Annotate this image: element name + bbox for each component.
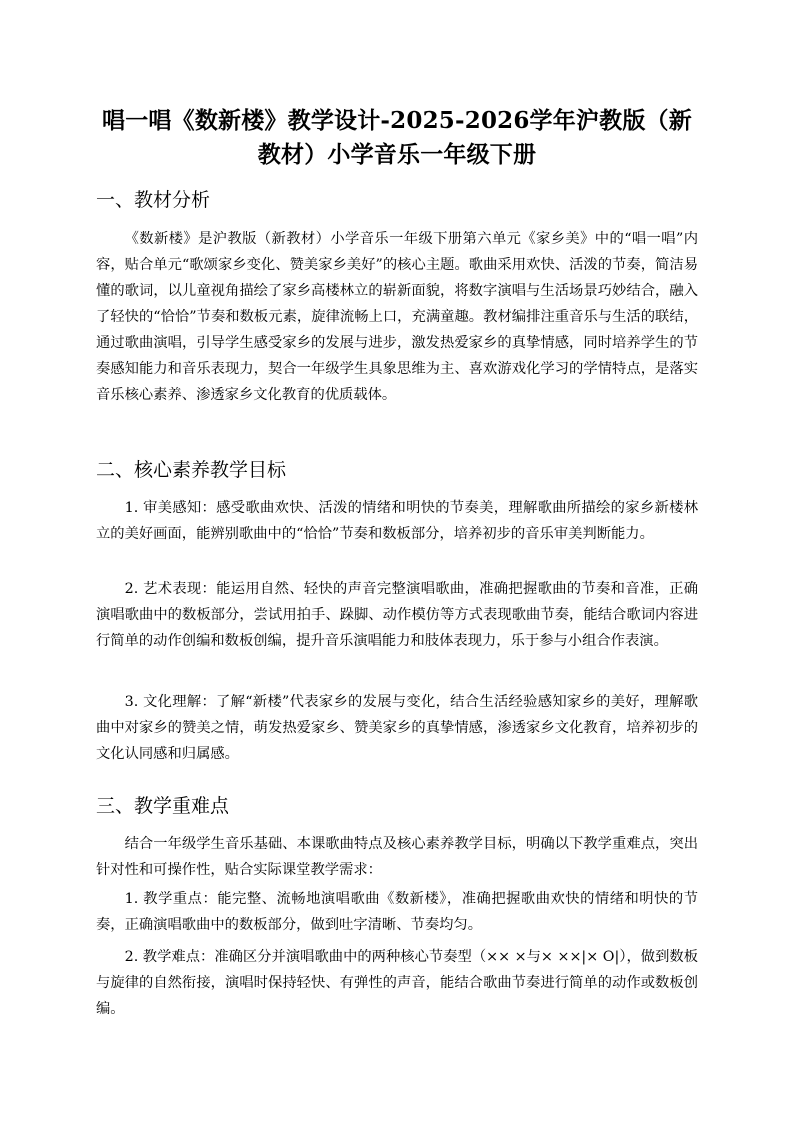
paragraph-objective-expression: 2. 艺术表现：能运用自然、轻快的声音完整演唱歌曲，准确把握歌曲的节奏和音准，正确演唱歌曲中的数板部分，尝试用拍手、跺脚、动作模仿等方式表现歌曲节奏，能结合歌词内容进行简单的动作创编和数板创编，提升音乐演唱能力和肢体表现力，乐于参与小组合作表演。	[96, 581, 698, 649]
paragraph-key-points-intro: 结合一年级学生音乐基础、本课歌曲特点及核心素养教学目标，明确以下教学重难点，突出针对性和可操作性，贴合实际课堂教学需求：	[96, 836, 698, 878]
paragraph-teaching-focus: 1. 教学重点：能完整、流畅地演唱歌曲《数新楼》，准确把握歌曲欢快的情绪和明快的节奏，正确演唱歌曲中的数板部分，做到吐字清晰、节奏均匀。	[96, 891, 698, 933]
paragraph-analysis: 《数新楼》是沪教版（新教材）小学音乐一年级下册第六单元《家乡美》中的“唱一唱”内容，贴合单元“歌颂家乡变化、赞美家乡美好”的核心主题。歌曲采用欢快、活泼的节奏，简洁易懂的歌词，以儿童视角描绘了家乡高楼林立的崭新面貌，将数字演唱与生活场景巧妙结合，融入了轻快的“恰恰”节奏和数板元素，旋律流畅上口，充满童趣。教材编排注重音乐与生活的联结，通过歌曲演唱，引导学生感受家乡的发展与进步，激发热爱家乡的真挚情感，同时培养学生的节奏感知能力和音乐表现力，契合一年级学生具象思维为主、喜欢游戏化学习的学情特点，是落实音乐核心素养、渗透家乡文化教育的优质载体。	[96, 231, 698, 403]
section-heading-key-points: 三、教学重难点	[96, 795, 230, 817]
paragraph-objective-culture: 3. 文化理解：了解“新楼”代表家乡的发展与变化，结合生活经验感知家乡的美好，理解歌曲中对家乡的赞美之情，萌发热爱家乡、赞美家乡的真挚情感，渗透家乡文化教育，培养初步的文化认同感和归属感。	[96, 694, 698, 762]
paragraph-teaching-difficulty: 2. 教学难点：准确区分并演唱歌曲中的两种核心节奏型（×× ×与× ××|× O|），做到数板与旋律的自然衔接，演唱时保持轻快、有弹性的声音，能结合歌曲节奏进行简单的动作或数板创编。	[96, 949, 698, 1017]
section-heading-objectives: 二、核心素养教学目标	[96, 459, 287, 481]
document-title: 唱一唱《数新楼》教学设计-2025-2026学年沪教版（新教材）小学音乐一年级下册	[102, 107, 692, 168]
paragraph-objective-aesthetic: 1. 审美感知：感受歌曲欢快、活泼的情绪和明快的节奏美，理解歌曲所描绘的家乡新楼林立的美好画面，能辨别歌曲中的“恰恰”节奏和数板部分，培养初步的音乐审美判断能力。	[96, 500, 698, 542]
section-heading-analysis: 一、教材分析	[96, 189, 211, 211]
